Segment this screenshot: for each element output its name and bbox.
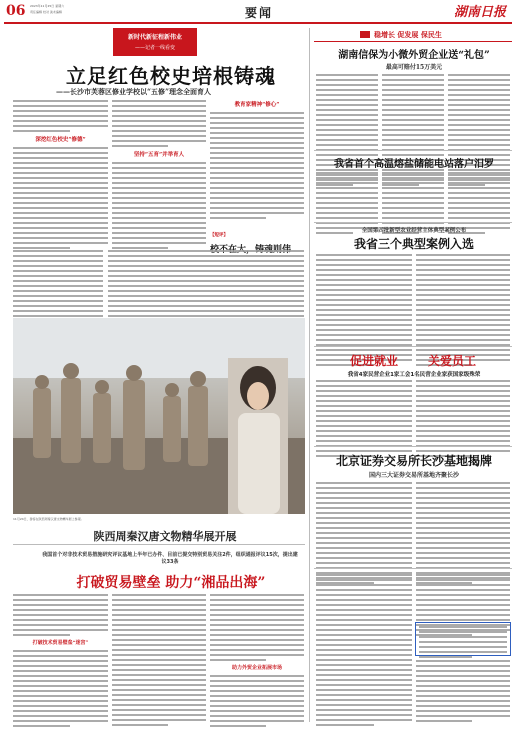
photo-caption: 11月24日，游客在陕西周秦汉唐文物精华展上参观。 (13, 517, 84, 521)
commentary-label: 【短评】 (210, 233, 228, 238)
story7-column-1 (316, 380, 412, 460)
date-line: 2023年11月25日 星期六 (30, 4, 65, 8)
newspaper-logo: 湖南日报 (454, 5, 507, 20)
promo-ribbon-icon (360, 31, 370, 38)
briefs-column-2-cont (416, 660, 510, 725)
photo-divider (13, 544, 305, 545)
story8-column-1 (316, 482, 412, 587)
briefs-rule (314, 568, 512, 569)
story7-column-2 (416, 380, 510, 460)
story6-headline: 打破贸易壁垒 助力“湘品出海” (76, 575, 266, 591)
story6-kicker: 我国首个对非技术贸易措施研究评议基地上半年已办件、目前已提交特别贸易关注2件，组织通报评议15次，提出建议33条 (42, 552, 298, 565)
story1-subhead-b: 坚持“五育”并举育人 (133, 152, 185, 158)
story7-rule (314, 346, 512, 347)
story8-headline: 北京证券交易所长沙基地揭牌 (335, 454, 492, 468)
page-number: 06 (6, 3, 26, 19)
story6-column-1 (13, 594, 108, 730)
editor-line: 责任编辑 校对 美术编辑 (30, 10, 62, 14)
story4-kicker: 全国第四批新型农业经营主体典型案例公布 (361, 228, 467, 234)
story5-headline: 陕西周秦汉唐文物精华展开展 (93, 530, 237, 543)
story8-rule (314, 446, 512, 447)
story8-subheadline: 国内三大证券交易所基地齐聚长沙 (368, 472, 459, 479)
story1-headline: 立足红色校史培根铸魂 (66, 64, 276, 88)
briefs-column-1 (316, 574, 412, 729)
series-label-top: 新时代新征程新伟业 (127, 34, 182, 41)
story4-headline: 我省三个典型案例入选 (353, 237, 474, 251)
story1-column-1 (13, 100, 108, 252)
story7-headline-left: 促进就业 (350, 354, 399, 368)
story7-headline-right: 关爱员工 (428, 354, 477, 368)
story1-subheadline: ——长沙市芙蓉区修业学校以“五修”理念全面育人 (56, 87, 212, 96)
story6-column-2 (112, 594, 206, 729)
story2-headline: 湖南信保为小微外贸企业送“礼包” (338, 50, 490, 61)
series-badge (113, 28, 197, 56)
masthead (0, 0, 516, 24)
story7-subheadline: 我省4家民营企业1家工会1名民营企业家获国家级殊荣 (347, 372, 481, 378)
section-title: 要闻 (245, 6, 274, 20)
promo-text: 稳增长 促发展 保民生 (374, 30, 442, 39)
story6-column-3 (210, 594, 304, 730)
promo-banner (314, 28, 512, 42)
story6-subhead-b: 助力外贸企业拓展市场 (231, 665, 282, 671)
story1-subhead-a: 深挖红色校史“修德” (35, 137, 86, 143)
highlighted-brief-box (415, 622, 511, 656)
story1-column-3 (210, 100, 304, 222)
story8-column-2 (416, 482, 510, 587)
story1-subhead-c: 教育家精神“修心” (234, 102, 280, 108)
column-divider (309, 28, 310, 722)
story3-rule (314, 150, 512, 151)
terracotta-figures-illustration (13, 318, 305, 514)
story3-headline: 我省首个高温熔盐储能电站落户汨罗 (334, 159, 494, 170)
story1-column-2 (112, 100, 206, 252)
story2-subheadline: 最高可赔付15万美元 (385, 64, 443, 71)
story4-rule (314, 222, 512, 223)
series-label-bottom: ——记者一线看变 (134, 45, 175, 51)
masthead-rule (4, 22, 512, 24)
story6-subhead-a: 打破技术贸易壁垒“迷宫” (32, 640, 89, 646)
exhibition-photo (13, 318, 305, 514)
